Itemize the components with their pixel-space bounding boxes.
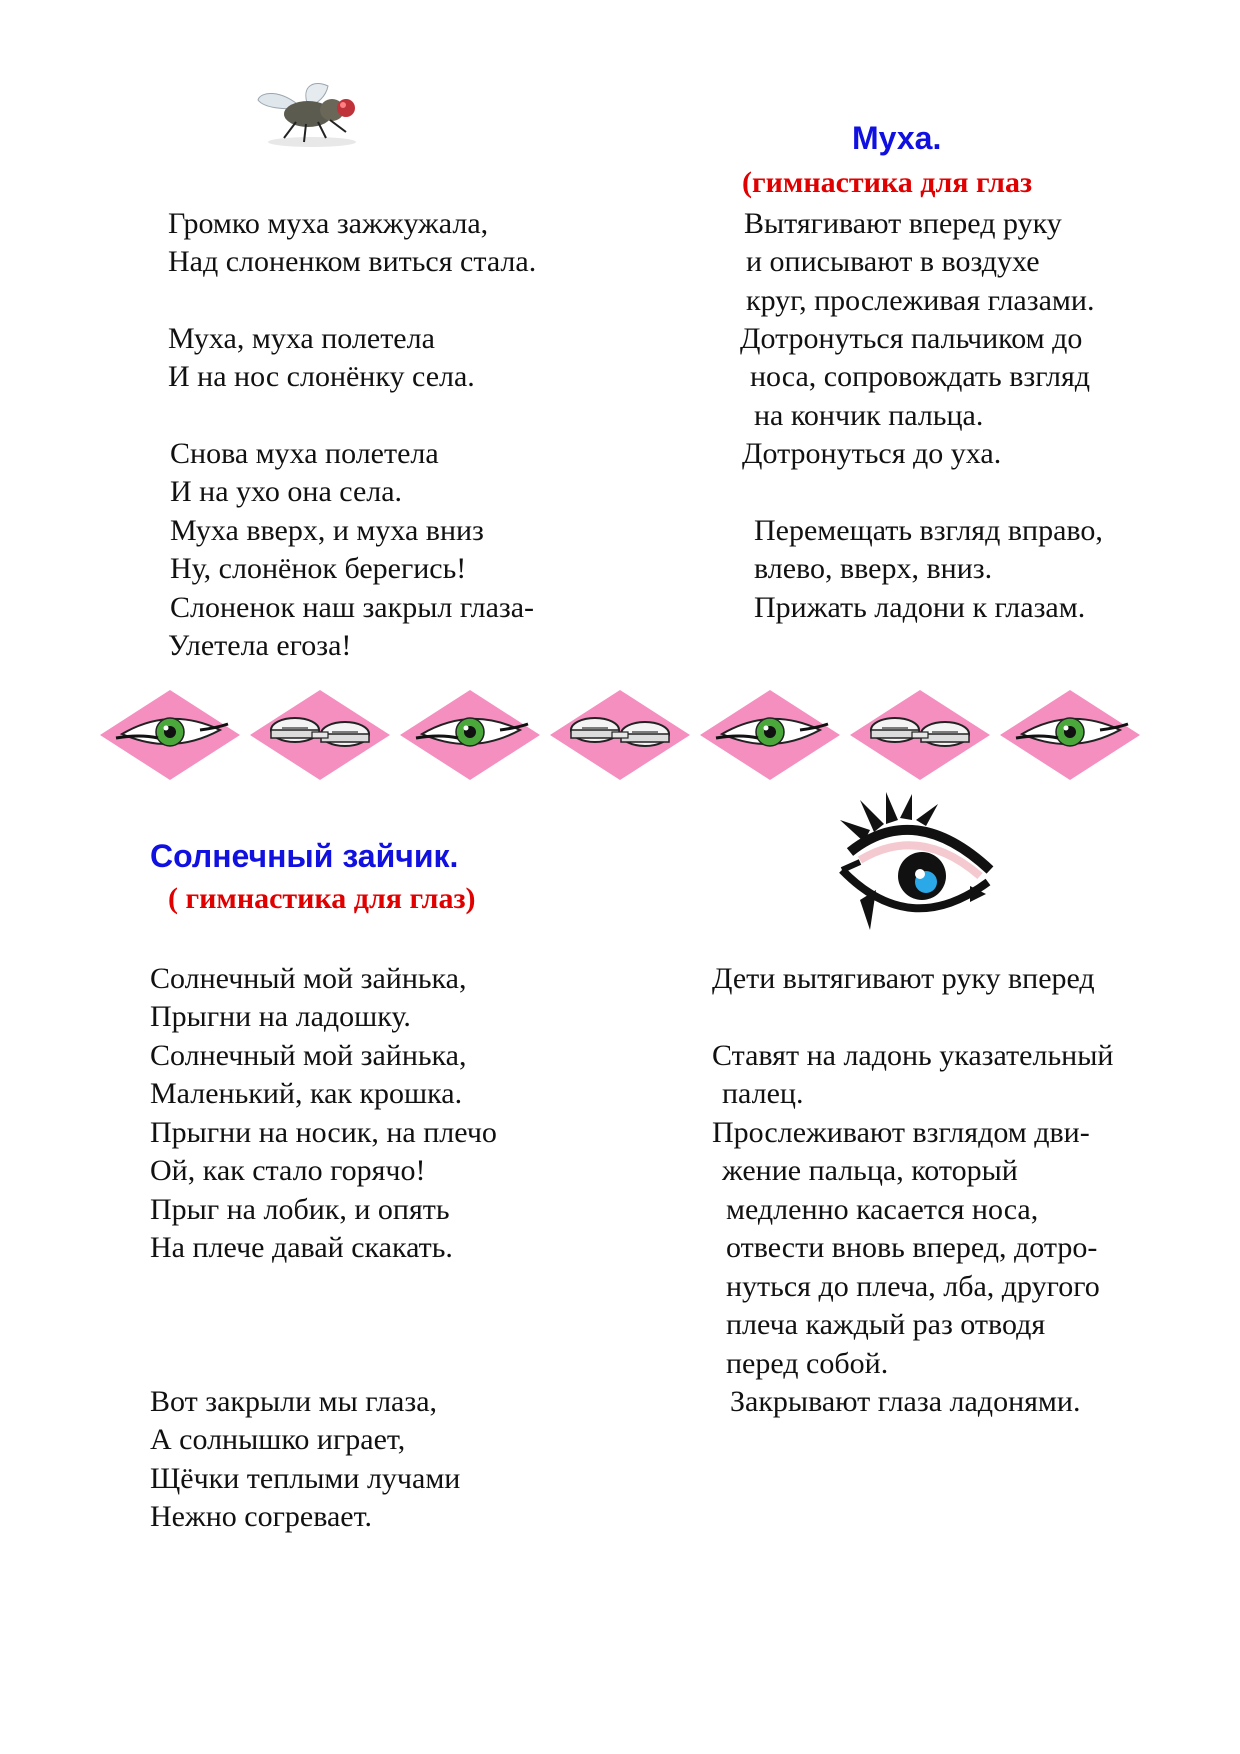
instruction-line: палец. xyxy=(722,1077,804,1110)
poem-line: Ну, слонёнок берегись! xyxy=(170,552,467,585)
poem-line: Громко муха зажжужала, xyxy=(168,207,489,240)
instruction-line: на кончик пальца. xyxy=(754,399,984,432)
poem-line: Маленький, как крошка. xyxy=(150,1077,463,1110)
poem-line: И на ухо она села. xyxy=(170,475,403,508)
poem-line: Муха вверх, и муха вниз xyxy=(170,514,484,547)
poem-line: Вот закрыли мы глаза, xyxy=(150,1385,438,1418)
contact-lens-case-icon xyxy=(250,690,390,780)
poem-line: На плече давай скакать. xyxy=(150,1231,453,1264)
instruction-line: Прослеживают взглядом дви- xyxy=(712,1116,1090,1149)
instruction-line: отвести вновь вперед, дотро- xyxy=(726,1231,1098,1264)
eye-icon xyxy=(700,690,840,780)
poem-line: Нежно согревает. xyxy=(150,1500,372,1533)
poem-line: Прыг на лобик, и опять xyxy=(150,1193,450,1226)
poem-line: Снова муха полетела xyxy=(170,437,439,470)
instruction-line: перед собой. xyxy=(726,1347,889,1380)
instruction-line: плеча каждый раз отводя xyxy=(726,1308,1046,1341)
poem-line: И на нос слонёнку села. xyxy=(168,360,475,393)
instruction-line: жение пальца, который xyxy=(722,1154,1018,1187)
section2-title: Солнечный зайчик. xyxy=(150,838,459,874)
contact-lens-case-icon xyxy=(850,690,990,780)
instruction-line: влево, вверх, вниз. xyxy=(754,552,993,585)
section1-title: Муха. xyxy=(852,120,942,156)
instruction-line: медленно касается носа, xyxy=(726,1193,1039,1226)
instruction-line: Прижать ладони к глазам. xyxy=(754,591,1086,624)
fly-icon xyxy=(250,78,380,150)
instruction-line: Ставят на ладонь указательный xyxy=(712,1039,1114,1072)
poem-line: Слоненок наш закрыл глаза- xyxy=(170,591,535,624)
poem-line: Прыгни на носик, на плечо xyxy=(150,1116,497,1149)
eye-icon xyxy=(100,690,240,780)
eye-icon xyxy=(400,690,540,780)
section2-subtitle: ( гимнастика для глаз) xyxy=(168,882,476,915)
instruction-line: Закрывают глаза ладонями. xyxy=(730,1385,1081,1418)
stylized-eye-icon xyxy=(820,790,1010,940)
contact-lens-case-icon xyxy=(550,690,690,780)
poem-line: Над слоненком виться стала. xyxy=(168,245,537,278)
poem-line: Улетела егоза! xyxy=(168,629,352,662)
instruction-line: Дотронуться пальчиком до xyxy=(740,322,1083,355)
poem-line: А солнышко играет, xyxy=(150,1423,406,1456)
instruction-line: и описывают в воздухе xyxy=(746,245,1040,278)
poem-line: Щёчки теплыми лучами xyxy=(150,1462,461,1495)
eye-diamond-border xyxy=(100,690,1140,780)
instruction-line: носа, сопровождать взгляд xyxy=(750,360,1091,393)
poem-line: Ой, как стало горячо! xyxy=(150,1154,426,1187)
section1-subtitle: (гимнастика для глаз xyxy=(742,166,1033,199)
instruction-line: Вытягивают вперед руку xyxy=(744,207,1062,240)
poem-line: Солнечный мой зайнька, xyxy=(150,962,467,995)
instruction-line: Дети вытягивают руку вперед xyxy=(712,962,1095,995)
instruction-line: круг, прослеживая глазами. xyxy=(746,284,1095,317)
eye-icon xyxy=(1000,690,1140,780)
poem-line: Солнечный мой зайнька, xyxy=(150,1039,467,1072)
poem-line: Муха, муха полетела xyxy=(168,322,435,355)
poem-line: Прыгни на ладошку. xyxy=(150,1000,411,1033)
instruction-line: нуться до плеча, лба, другого xyxy=(726,1270,1100,1303)
instruction-line: Перемещать взгляд вправо, xyxy=(754,514,1103,547)
instruction-line: Дотронуться до уха. xyxy=(742,437,1002,470)
